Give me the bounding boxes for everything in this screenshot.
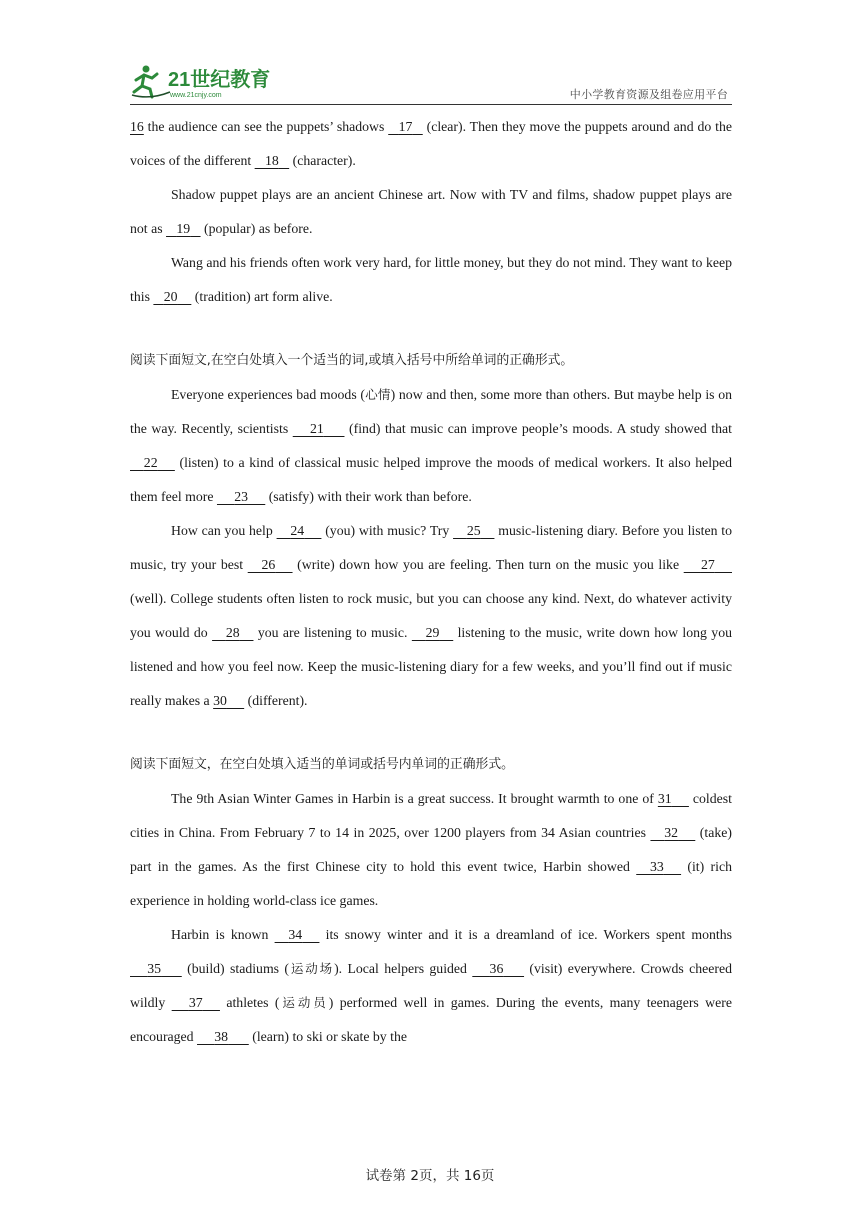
text: you are listening to music.: [253, 625, 412, 640]
blank-35[interactable]: [130, 952, 182, 986]
text: How can you help: [171, 523, 277, 538]
text: (take) part in the games. As the first Chinese city to hold this event twice, Harbin showed: [130, 825, 732, 874]
text: (find) that music can improve people’s moods. A study showed that: [344, 421, 732, 436]
section-instruction: 阅读下面短文,在空白处填入一个适当的词,或填入括号中所给单词的正确形式。: [130, 353, 574, 368]
text: (it) rich experience in holding world-class ice games.: [130, 859, 732, 908]
paragraph: [130, 246, 732, 314]
blank-number: 19: [176, 221, 191, 236]
blank-28[interactable]: [212, 616, 253, 650]
text: ). Local helpers guided: [334, 961, 473, 976]
text: ) now and then, some more than others. But maybe help is on the way. Recently, scientists: [130, 387, 732, 436]
text: Everyone experiences bad moods (: [171, 387, 365, 402]
blank-number: 29: [425, 625, 440, 640]
runner-icon: [132, 66, 170, 98]
logo-text: 21世纪教育: [168, 69, 271, 91]
text: (satisfy) with their work than before.: [265, 489, 472, 504]
blank-number: 38: [214, 1029, 229, 1044]
paragraph: [130, 918, 732, 1054]
chinese-gloss: 运动员: [279, 995, 329, 1010]
text: athletes (: [219, 995, 280, 1010]
text: its snowy winter and it is a dreamland of ice. Workers spent months: [319, 927, 733, 942]
blank-number: 37: [188, 995, 203, 1010]
blank-19[interactable]: [166, 212, 201, 246]
text: listening to the music, write down how long you listened and how you feel now. Keep the music-listening diary for a few weeks, and you’ll find out if music really makes a: [130, 625, 732, 708]
blank-37[interactable]: [172, 986, 220, 1020]
blank-33[interactable]: [636, 850, 681, 884]
blank-number: 36: [489, 961, 504, 976]
blank-30[interactable]: [213, 684, 244, 718]
blank-26[interactable]: [248, 548, 293, 582]
blank-27[interactable]: [684, 548, 732, 582]
blank-number: 34: [288, 927, 303, 942]
logo-21cnjy: [130, 62, 280, 102]
blank-number: 17: [398, 119, 413, 134]
text: Shadow puppet plays are an ancient Chinese art. Now with TV and films, shadow puppet plays are not as: [130, 187, 732, 236]
text: (clear). Then they move the puppets around and do the voices of the different: [130, 119, 732, 168]
text: ) performed well in games. During the events, many teenagers were encouraged: [130, 995, 732, 1044]
chinese-gloss: 运动场: [288, 961, 335, 976]
blank-34[interactable]: [275, 918, 320, 952]
text: (popular) as before.: [200, 221, 313, 236]
blank-23[interactable]: [217, 480, 265, 514]
blank-number: 33: [650, 859, 664, 874]
blank-number: 31: [657, 791, 672, 806]
blank-25[interactable]: [453, 514, 494, 548]
page-number-footer: 试卷第 2页，共 16页: [365, 1168, 495, 1184]
section-instruction: 阅读下面短文，在空白处填入适当的单词或括号内单词的正确形式。: [130, 757, 514, 772]
blank-number: 24: [290, 523, 305, 538]
blank-16[interactable]: 16: [130, 119, 144, 134]
paragraph: [130, 782, 732, 918]
text: (learn) to ski or skate by the: [248, 1029, 408, 1044]
paragraph: [130, 178, 732, 246]
blank-number: 25: [466, 523, 481, 538]
blank-number: 22: [143, 455, 158, 470]
blank-number: 20: [163, 289, 178, 304]
paragraph: [130, 110, 732, 178]
text: (character).: [289, 153, 356, 168]
exam-content: [130, 110, 732, 1054]
text: (listen) to a kind of classical music helped improve the moods of medical workers. It also helped them feel more: [130, 455, 732, 504]
blank-18[interactable]: [255, 144, 290, 178]
blank-number: 35: [147, 961, 162, 976]
blank-number: 27: [700, 557, 715, 572]
blank-number: 21: [309, 421, 324, 436]
text: the audience can see the puppets’ shadows: [143, 119, 389, 134]
text: music-listening diary. Before you listen to music, try your best: [130, 523, 732, 572]
text: (tradition) art form alive.: [191, 289, 333, 304]
text: Harbin is known: [171, 927, 275, 942]
paragraph: [130, 378, 732, 514]
blank-number: 26: [261, 557, 276, 572]
blank-31[interactable]: [658, 782, 689, 816]
blank-number: 32: [664, 825, 679, 840]
page-header: [130, 58, 732, 105]
text: (build) stadiums (: [181, 961, 289, 976]
blank-number: 23: [234, 489, 249, 504]
blank-22[interactable]: [130, 446, 175, 480]
blank-17[interactable]: [388, 110, 423, 144]
text: (different).: [244, 693, 308, 708]
text: coldest cities in China. From February 7 to 14 in 2025, over 1200 players from 34 Asian countries: [130, 791, 732, 840]
blank-number: 18: [265, 153, 279, 168]
text: (visit) everywhere. Crowds cheered wildly: [130, 961, 732, 1010]
text: (you) with music? Try: [321, 523, 454, 538]
text: The 9th Asian Winter Games in Harbin is a great success. It brought warmth to one of: [171, 791, 658, 806]
blank-21[interactable]: [293, 412, 345, 446]
text: (well). College students often listen to rock music, but you can choose any kind. Next, do whatever activity you would do: [130, 591, 732, 640]
logo-url: www.21cnjy.com: [170, 92, 222, 99]
blank-38[interactable]: [197, 1020, 249, 1054]
blank-number: 28: [225, 625, 240, 640]
blank-36[interactable]: [472, 952, 524, 986]
blank-24[interactable]: [277, 514, 322, 548]
text: Wang and his friends often work very hard, for little money, but they do not mind. They want to keep this: [130, 255, 732, 304]
blank-20[interactable]: [153, 280, 191, 314]
paragraph: [130, 514, 732, 718]
chinese-gloss: 心情: [364, 387, 391, 402]
platform-tagline: 中小学教育资源及组卷应用平台: [569, 88, 728, 101]
blank-32[interactable]: [650, 816, 695, 850]
blank-number: 30: [213, 693, 227, 708]
text: (write) down how you are feeling. Then turn on the music you like: [292, 557, 684, 572]
blank-29[interactable]: [412, 616, 453, 650]
